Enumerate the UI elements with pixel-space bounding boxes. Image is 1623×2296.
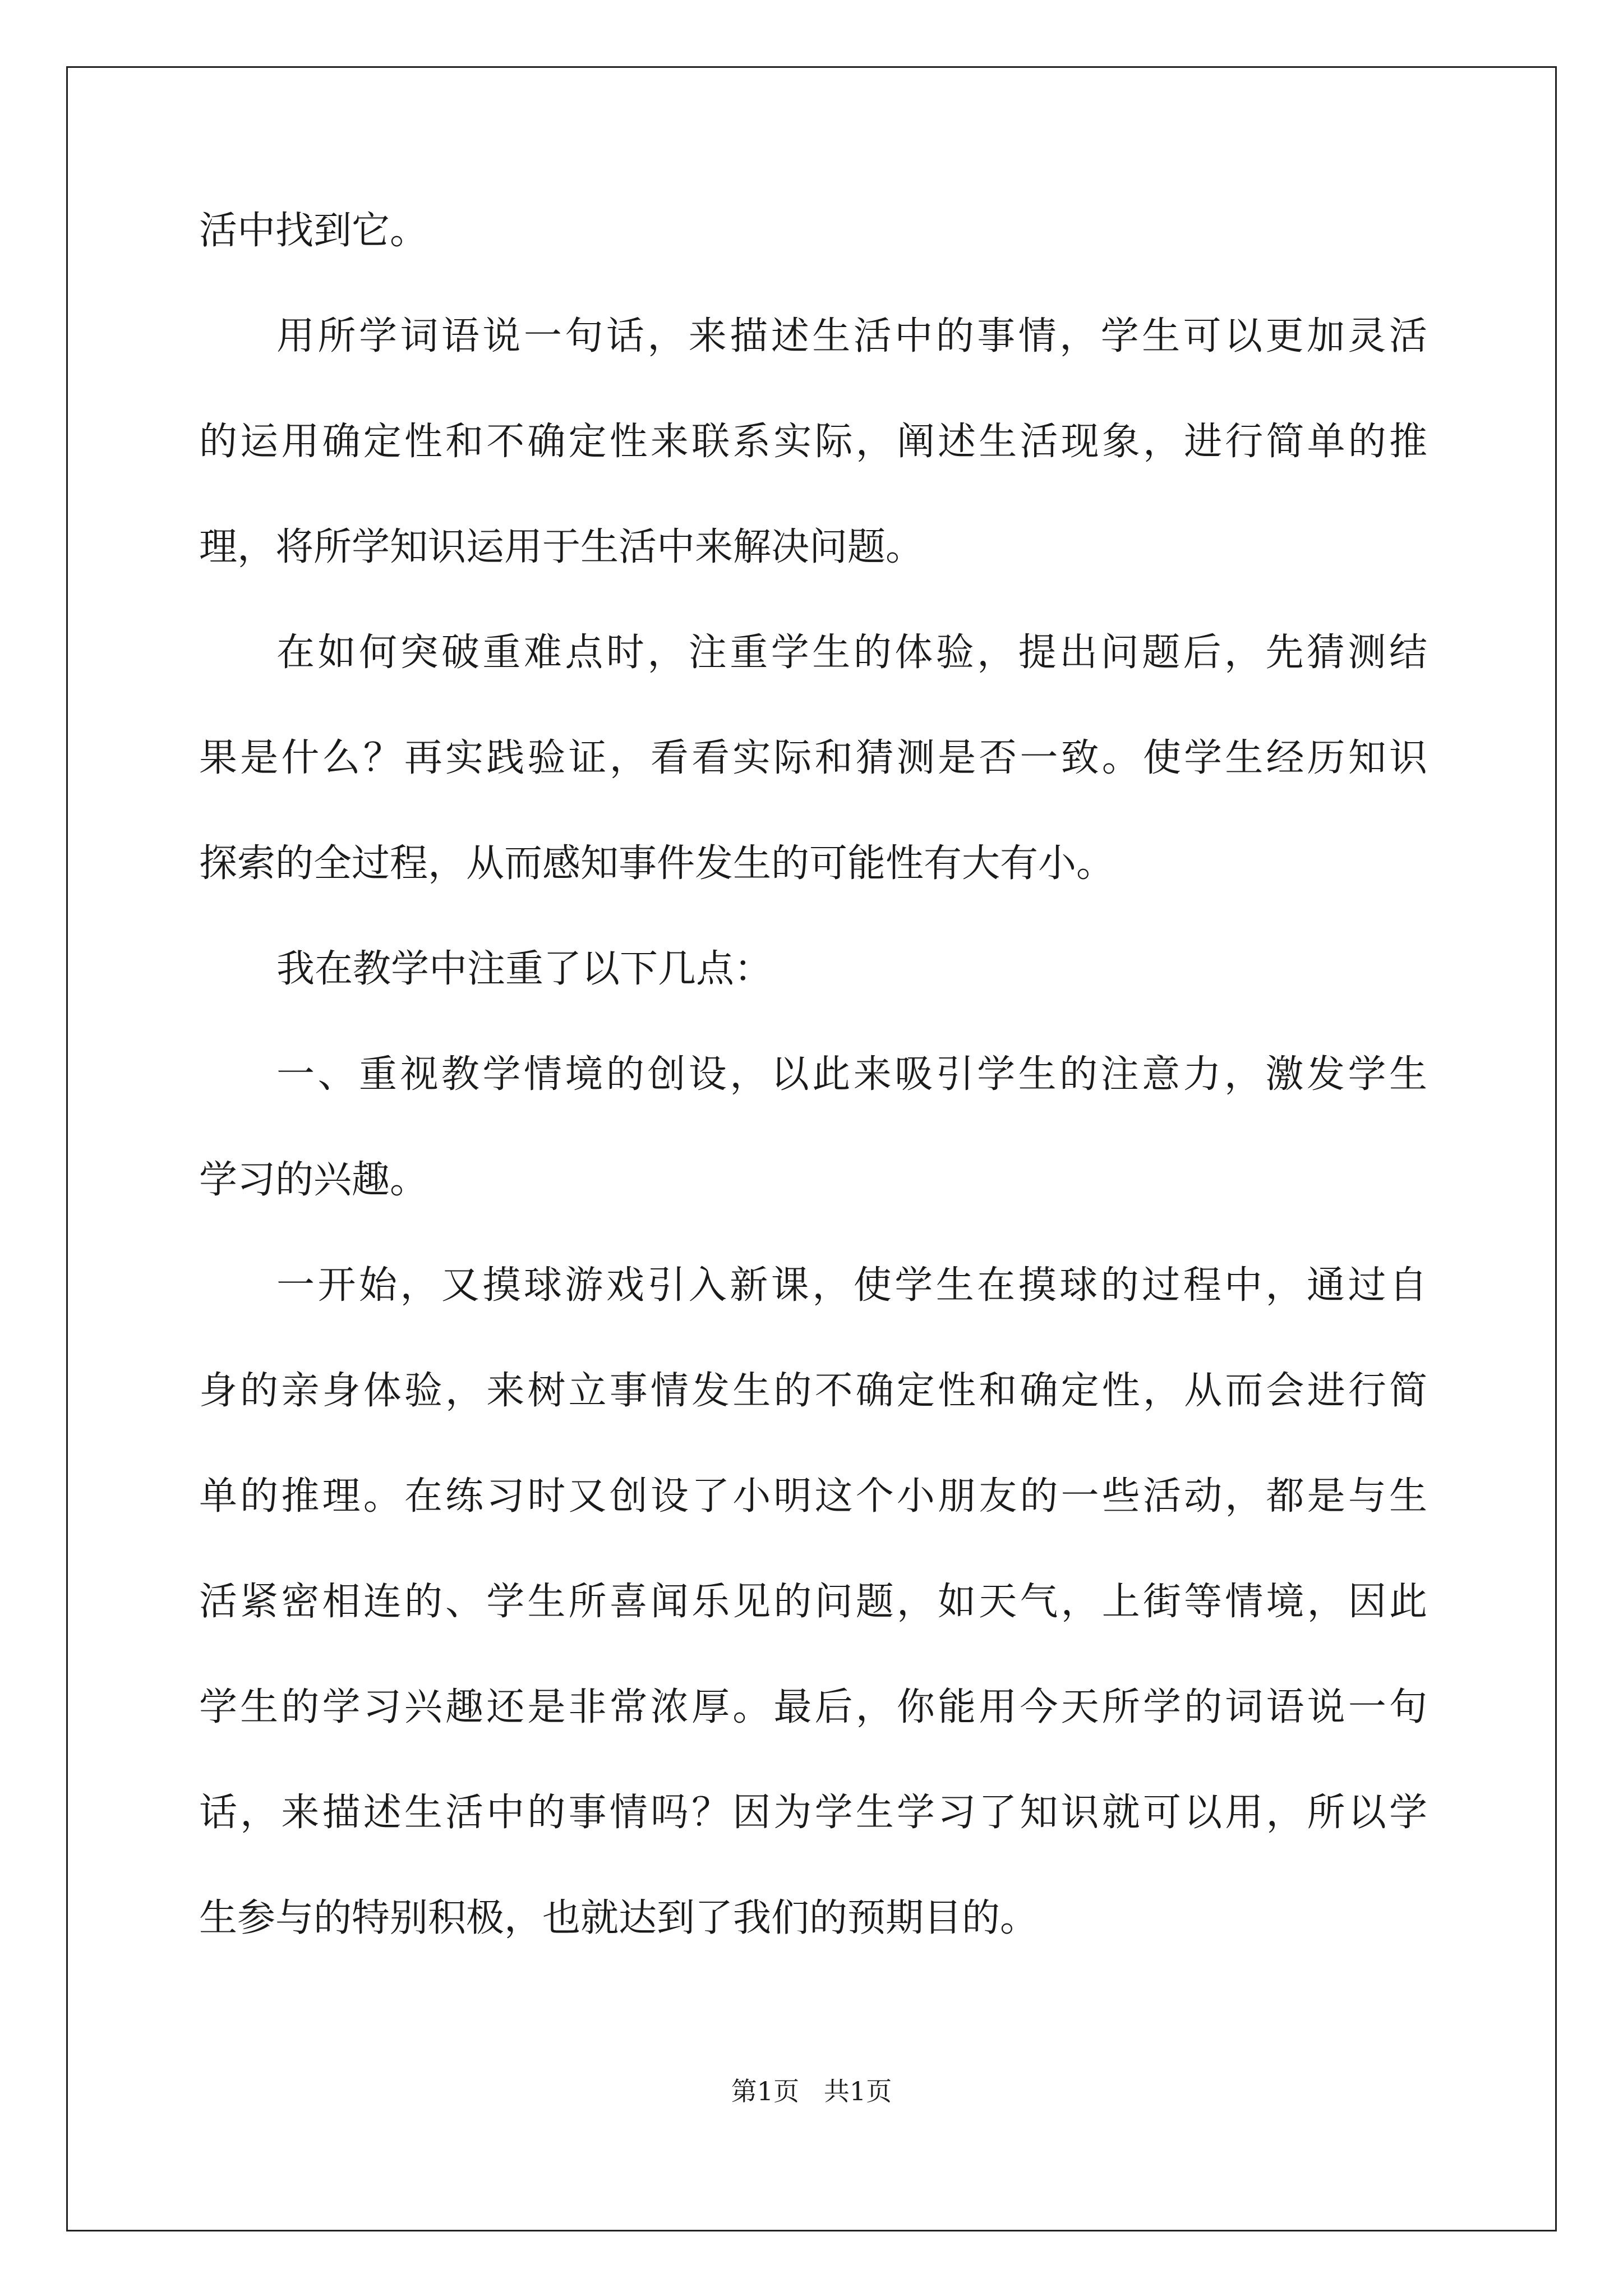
document-body	[199, 205, 1427, 1998]
text-line: 在如何突破重难点时，注重学生的体验，提出问题后，先猜测结	[276, 631, 1427, 675]
text-line: 活中找到它。	[199, 209, 428, 253]
text-line: 探索的全过程，从而感知事件发生的可能性有大有小。	[199, 841, 1115, 886]
text-line: 身的亲身体验，来树立事情发生的不确定性和确定性，从而会进行简	[199, 1369, 1427, 1413]
text-line: 活紧密相连的、学生所喜闻乐见的问题，如天气，上街等情境，因此	[199, 1580, 1427, 1624]
text-line: 学生的学习兴趣还是非常浓厚。最后，你能用今天所学的词语说一句	[199, 1685, 1427, 1729]
text-line: 我在教学中注重了以下几点：	[276, 947, 773, 991]
text-line: 的运用确定性和不确定性来联系实际，阐述生活现象，进行简单的推	[199, 420, 1427, 464]
text-line: 话，来描述生活中的事情吗？因为学生学习了知识就可以用，所以学	[199, 1791, 1427, 1835]
page-number-footer: 第1页 共1页	[731, 2076, 892, 2106]
text-line: 一开始，又摸球游戏引入新课，使学生在摸球的过程中，通过自	[276, 1263, 1427, 1308]
text-line: 生参与的特别积极，也就达到了我们的预期目的。	[199, 1896, 1039, 1940]
text-line: 用所学词语说一句话，来描述生活中的事情，学生可以更加灵活	[276, 314, 1427, 358]
text-line: 学习的兴趣。	[199, 1158, 428, 1202]
text-line: 理，将所学知识运用于生活中来解决问题。	[199, 525, 924, 569]
text-line: 一、重视教学情境的创设，以此来吸引学生的注意力，激发学生	[276, 1052, 1427, 1097]
text-line: 单的推理。在练习时又创设了小明这个小朋友的一些活动，都是与生	[199, 1474, 1427, 1519]
text-line: 果是什么？再实践验证，看看实际和猜测是否一致。使学生经历知识	[199, 736, 1427, 780]
